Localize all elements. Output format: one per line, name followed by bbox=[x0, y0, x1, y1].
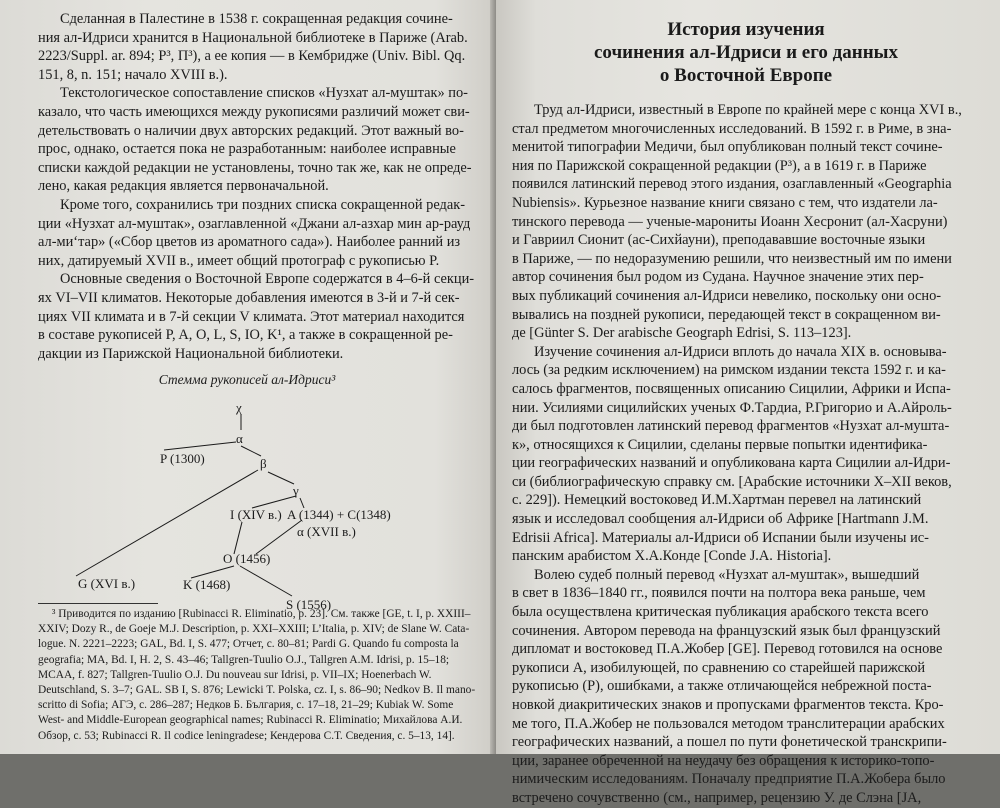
stemma-node-gamma: γ bbox=[293, 483, 299, 498]
text-line: 2223/Suppl. ar. 894; P³, П³), а ее копия — в Кембридже (Univ. Bibl. Qq. bbox=[38, 48, 466, 65]
text-line: ал-ми‘тар» («Сбор цветов из ароматного сада»). Наиболее ранний из bbox=[38, 234, 461, 251]
heading-line: сочинения ал-Идриси и его данных bbox=[594, 42, 898, 63]
text-line: ния по Парижской сокращенной редакции (P³), а в 1619 г. в Париже bbox=[512, 157, 927, 174]
heading-line: о Восточной Европе bbox=[659, 65, 833, 86]
text-line: Изучение сочинения ал-Идриси вплоть до начала XIX в. основыва- bbox=[534, 343, 947, 360]
stemma-node-alpha2: α (XVII в.) bbox=[297, 524, 356, 539]
text-line: ции, заранее обреченной на неудачу без обращения к историко-топо- bbox=[512, 752, 935, 769]
text-line: Сделанная в Палестине в 1538 г. сокращенная редакция сочине- bbox=[60, 11, 453, 27]
stemma-node-chi: χ bbox=[236, 400, 242, 415]
paragraph bbox=[512, 566, 968, 808]
text-line: появился латинский перевод этого издания, озаглавленный «Geographia bbox=[512, 176, 952, 193]
text-line: с. 229]). Немецкий востоковед И.М.Хартман перевел на латинский bbox=[512, 492, 922, 509]
text-line: нии. Усилиями сицилийских ученых Ф.Тардиа, Р.Григорио и А.Айроль- bbox=[512, 399, 952, 416]
text-line: лось (за редким исключением) на римском издании текста 1592 г. и ка- bbox=[512, 362, 946, 379]
text-line: сочинения. Автором перевода на французский язык был французский bbox=[512, 622, 941, 639]
text-line: салось фрагментов, посвященных описанию Сицилии, Африки и Испа- bbox=[512, 380, 951, 397]
paragraph bbox=[38, 10, 466, 84]
stemma-node-p: P (1300) bbox=[160, 451, 205, 466]
text-line: язык и исследовал сообщения ал-Идриси об Африке [Hartmann J.M. bbox=[512, 511, 929, 528]
heading-line: История изучения bbox=[667, 19, 825, 40]
stemma-node-alpha: α bbox=[236, 431, 243, 446]
text-line: рукописью (P), ошибками, а также отличающейся небрежной поста- bbox=[512, 678, 932, 695]
text-line: вых публикаций сочинения ал-Идриси невелико, поскольку они осно- bbox=[512, 287, 942, 304]
text-line: рукописи A, изобилующей, по сравнению со старейшей парижской bbox=[512, 659, 926, 676]
footnote-line: scritto di Sofia; АГЭ, с. 286–287; Недков Б. България, с. 17–18, 21–29; Kubiak W. Some bbox=[38, 699, 454, 712]
text-line: географических названий, а пошел по пути фонетической транскрипи- bbox=[512, 734, 947, 751]
text-line: панским арабистом Х.А.Конде [Conde J.A. Historia]. bbox=[512, 548, 832, 565]
stemma-node-s: S (1556) bbox=[286, 597, 332, 612]
text-line: новкой диакритических знаков и пропусками фрагментов текста. Кро- bbox=[512, 697, 944, 713]
section-heading bbox=[536, 18, 956, 87]
text-line: ях VI–VII климатов. Некоторые добавления имеются в 3-й и 7-й сек- bbox=[38, 289, 460, 306]
text-line: Основные сведения о Восточной Европе содержатся в 4–6-й секци- bbox=[60, 271, 475, 288]
text-line: нимическим исследованиям. Поначалу предприятие П.А.Жобера было bbox=[512, 771, 946, 788]
text-line: менитой типографии Медичи, был опубликован полный текст сочине- bbox=[512, 139, 943, 156]
footnote-line: logue. N. 2221–2223; GAL, Bd. I, S. 477; Отчет, с. 80–81; Pardi G. Quando fu composta la bbox=[38, 638, 459, 651]
right-body-text bbox=[512, 101, 968, 808]
footnote-line: XXIV; Dozy R., de Goeje M.J. Description, p. XXI–XXIII; L’Italia, p. XIV; de Slane W. Cata- bbox=[38, 623, 470, 636]
text-line: тинского перевода — ученые-марониты Иоанн Хесронит (ал-Хасруни) bbox=[512, 213, 948, 230]
text-line: Труд ал-Идриси, известный в Европе по крайней мере с конца XVI в., bbox=[534, 102, 962, 118]
stemma-node-o: O (1456) bbox=[223, 551, 271, 566]
text-line: лено, какая редакция является первоначальной. bbox=[38, 178, 329, 195]
footnote-line: ³ Приводится по изданию [Rubinacci R. Eliminatio, p. 23]. См. также [GE, t. I, p. XXIII– bbox=[52, 608, 471, 620]
text-line: казало, что часть имеющихся между рукописями различий может сви- bbox=[38, 103, 470, 120]
text-line: ди был подготовлен латинский перевод фрагментов «Нузхат ал-мушта- bbox=[512, 418, 950, 435]
text-line: к», относящихся к Сицилии, сделаны первые попытки идентифика- bbox=[512, 436, 928, 453]
text-line: автор сочинения был родом из Судана. Научное значение этих пер- bbox=[512, 269, 924, 286]
text-line: была осуществлена критическая публикация арабского текста всего bbox=[512, 604, 929, 621]
footnote-line: Обзор, с. 53; Rubinacci R. Il codice leningradese; Кендерова С.Т. Сведения, с. 5–13, 14]. bbox=[38, 729, 455, 742]
text-line: них, датируемый XVII в., имеет общий протограф с рукописью P. bbox=[38, 252, 440, 269]
left-page bbox=[0, 0, 494, 754]
right-page bbox=[496, 0, 1000, 806]
text-line: дипломат и востоковед П.А.Жобер [GE]. Перевод готовился на основе bbox=[512, 641, 943, 658]
text-line: 151, 8, n. 151; начало XVIII в.). bbox=[38, 66, 228, 83]
footnote-rule bbox=[38, 603, 158, 604]
text-line: си (библиографическую справку см. [Арабские источники X–XII веков, bbox=[512, 473, 952, 490]
text-line: Nubiensis». Курьезное название книги связано с тем, что издатели ла- bbox=[512, 194, 938, 211]
text-line: циях VII климата и в 7-й секции V климата. Этот материал находится bbox=[38, 308, 465, 325]
text-line: ции «Нузхат ал-муштак», озаглавленной «Джани ал-азхар мин ар-рауд bbox=[38, 215, 471, 232]
text-line: де [Günter S. Der arabische Geograph Edrisi, S. 113–123]. bbox=[512, 325, 852, 342]
paragraph bbox=[38, 196, 471, 270]
stemma-title: Стемма рукописей ал-Идриси³ bbox=[158, 372, 336, 387]
text-line: вывались на поздней рукописи, передающей текст в сокращенном ви- bbox=[512, 306, 941, 323]
text-line: списки каждой редакции не установлены, точно так же, как не опреде- bbox=[38, 159, 472, 176]
paragraph bbox=[512, 343, 968, 566]
paragraph bbox=[512, 101, 968, 343]
text-line: стал предметом многочисленных исследований. В 1592 г. в Риме, в зна- bbox=[512, 120, 952, 137]
footnote-line: MCAA, f. 827; Tallgren-Tuulio O.J. Du nouveau sur Idrisi, p. VII–IX; Hoenerbach W. bbox=[38, 668, 432, 681]
stemma-node-i: I (XIV в.) bbox=[230, 507, 282, 522]
text-line: прос, однако, остается пока не разработанным: наиболее исправные bbox=[38, 141, 456, 158]
text-line: Edrisii Africa]. Материалы ал-Идриси об Испании были изучены ис- bbox=[512, 529, 929, 546]
text-line: детельствовать о наличии двух авторских редакций. Этот важный во- bbox=[38, 122, 464, 139]
left-body-text bbox=[38, 10, 475, 363]
text-line: в свет в 1836–1840 гг., появился почти на полтора века раньше, чем bbox=[512, 585, 926, 602]
text-line: дакции из Парижской Национальной библиотеки. bbox=[38, 345, 344, 362]
text-line: ции географических названий и опубликована карта Сицилии ал-Идри- bbox=[512, 455, 951, 472]
text-line: Волею судеб полный перевод «Нузхат ал-муштак», вышедший bbox=[534, 566, 920, 583]
text-line: и Гавриил Сионит (ас-Сихйауни), преподававшие восточные языки bbox=[512, 232, 926, 249]
text-line: ния ал-Идриси хранится в Национальной библиотеке в Париже (Arab. bbox=[38, 29, 468, 46]
footnote-line: West- and Middle-European geographical names; Rubinacci R. Eliminatio; Михайлова А.И. bbox=[38, 714, 463, 727]
paragraph bbox=[38, 84, 472, 196]
text-line: Текстологическое сопоставление списков «Нузхат ал-муштак» по- bbox=[60, 85, 468, 102]
stemma-node-k: K (1468) bbox=[183, 577, 231, 592]
paragraph bbox=[38, 270, 475, 363]
text-line: ме того, П.А.Жобер не пользовался методом транслитерации арабских bbox=[512, 715, 945, 732]
text-line: в составе рукописей P, A, O, L, S, IO, K¹, а также в сокращенной ре- bbox=[38, 327, 453, 344]
footnote bbox=[38, 607, 476, 744]
stemma-node-beta: β bbox=[260, 456, 267, 471]
stemma-node-g: G (XVI в.) bbox=[78, 576, 136, 591]
stemma-diagram bbox=[60, 388, 400, 613]
text-line: в Париже, — по недоразумению решили, что неизвестный им по имени bbox=[512, 250, 952, 267]
footnote-line: Deutschland, S. 3–7; GAL. SB I, S. 876; Lewicki T. Polska, cz. I, s. 86–90; Nedkov B. Il mano- bbox=[38, 684, 476, 697]
text-line: встречено сочувственно (см., например, рецензию У. де Слэна [JA, bbox=[512, 789, 922, 806]
footnote-line: geografia; MA, Bd. I, H. 2, S. 43–46; Tallgren-Tuulio O.J., Tallgren A.M. Idrisi, p. 15–18; bbox=[38, 653, 450, 666]
text-line: Кроме того, сохранились три поздних списка сокращенной редак- bbox=[60, 196, 466, 213]
stemma-node-a: A (1344) + C(1348) bbox=[287, 507, 391, 522]
